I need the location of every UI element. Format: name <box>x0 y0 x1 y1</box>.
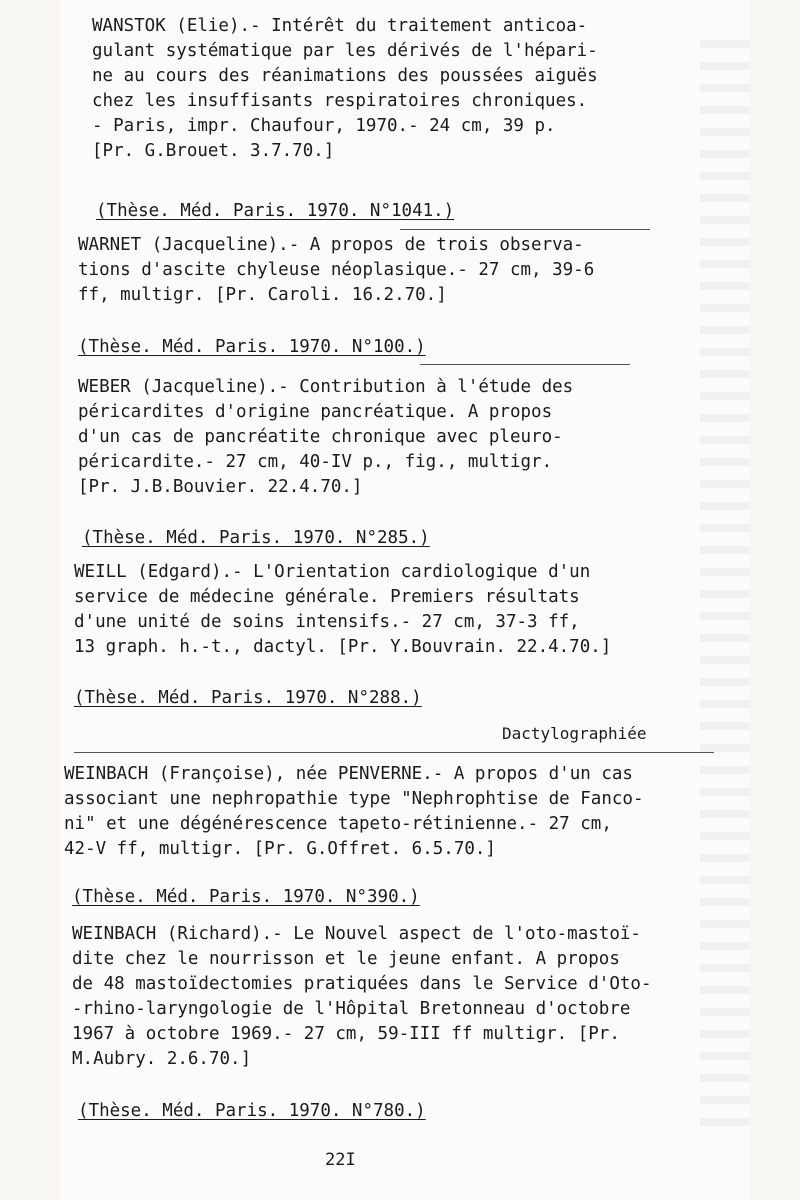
entry-line: 42-V ff, multigr. [Pr. G.Offret. 6.5.70.] <box>64 839 496 859</box>
these-reference: (Thèse. Méd. Paris. 1970. N°100.) <box>78 337 426 357</box>
entry-line: WANSTOK (Elie).- Intérêt du traitement anticoa- <box>92 16 588 36</box>
entry-line: M.Aubry. 2.6.70.] <box>72 1049 252 1069</box>
bleed-through-shadow <box>700 40 750 1140</box>
entry-line: de 48 mastoïdectomies pratiquées dans le Service d'Oto- <box>72 974 652 994</box>
entry-warnet <box>78 233 594 308</box>
entry-weill <box>74 560 611 660</box>
entry-line: WEILL (Edgard).- L'Orientation cardiologique d'un <box>74 562 591 582</box>
entry-line: - Paris, impr. Chaufour, 1970.- 24 cm, 39 p. <box>92 116 556 136</box>
entry-wanstok <box>92 14 598 164</box>
entry-line: ni" et une dégénérescence tapeto-rétinienne.- 27 cm, <box>64 814 612 834</box>
entry-line: péricardite.- 27 cm, 40-IV p., fig., multigr. <box>78 452 553 472</box>
entry-line: [Pr. J.B.Bouvier. 22.4.70.] <box>78 477 363 497</box>
entry-line: WARNET (Jacqueline).- A propos de trois observa- <box>78 235 584 255</box>
separator-rule <box>400 229 650 230</box>
entry-weinbach-francoise <box>64 762 643 862</box>
entry-line: associant une nephropathie type "Nephrophtise de Fanco- <box>64 789 644 809</box>
entry-line: péricardites d'origine pancréatique. A propos <box>78 402 553 422</box>
entry-weinbach-richard <box>72 922 651 1072</box>
these-reference: (Thèse. Méd. Paris. 1970. N°780.) <box>78 1101 426 1121</box>
these-reference: (Thèse. Méd. Paris. 1970. N°288.) <box>74 688 422 708</box>
entry-weber <box>78 375 573 500</box>
entry-line: [Pr. G.Brouet. 3.7.70.] <box>92 141 335 161</box>
separator-rule <box>420 364 630 365</box>
entry-line: tions d'ascite chyleuse néoplasique.- 27 cm, 39-6 <box>78 260 595 280</box>
entry-line: 1967 à octobre 1969.- 27 cm, 59-III ff multigr. [Pr. <box>72 1024 620 1044</box>
dactylographiee-note: Dactylographiée <box>502 724 647 743</box>
entry-line: d'une unité de soins intensifs.- 27 cm, 37-3 ff, <box>74 612 580 632</box>
entry-line: d'un cas de pancréatite chronique avec pleuro- <box>78 427 563 447</box>
entry-line: ne au cours des réanimations des poussées aiguës <box>92 66 598 86</box>
these-reference: (Thèse. Méd. Paris. 1970. N°285.) <box>82 528 430 548</box>
entry-line: WEBER (Jacqueline).- Contribution à l'étude des <box>78 377 574 397</box>
separator-rule <box>74 752 714 753</box>
entry-line: -rhino-laryngologie de l'Hôpital Bretonneau d'octobre <box>72 999 631 1019</box>
entry-line: gulant systématique par les dérivés de l'hépari- <box>92 41 598 61</box>
entry-line: WEINBACH (Richard).- Le Nouvel aspect de l'oto-mastoï- <box>72 924 641 944</box>
entry-line: chez les insuffisants respiratoires chroniques. <box>92 91 588 111</box>
entry-line: dite chez le nourrisson et le jeune enfant. A propos <box>72 949 620 969</box>
these-reference: (Thèse. Méd. Paris. 1970. N°1041.) <box>96 201 455 221</box>
entry-line: ff, multigr. [Pr. Caroli. 16.2.70.] <box>78 285 447 305</box>
entry-line: service de médecine générale. Premiers résultats <box>74 587 580 607</box>
entry-line: WEINBACH (Françoise), née PENVERNE.- A propos d'un cas <box>64 764 633 784</box>
these-reference: (Thèse. Méd. Paris. 1970. N°390.) <box>72 887 420 907</box>
page-number: 22I <box>325 1150 356 1170</box>
entry-line: 13 graph. h.-t., dactyl. [Pr. Y.Bouvrain. 22.4.70.] <box>74 637 612 657</box>
